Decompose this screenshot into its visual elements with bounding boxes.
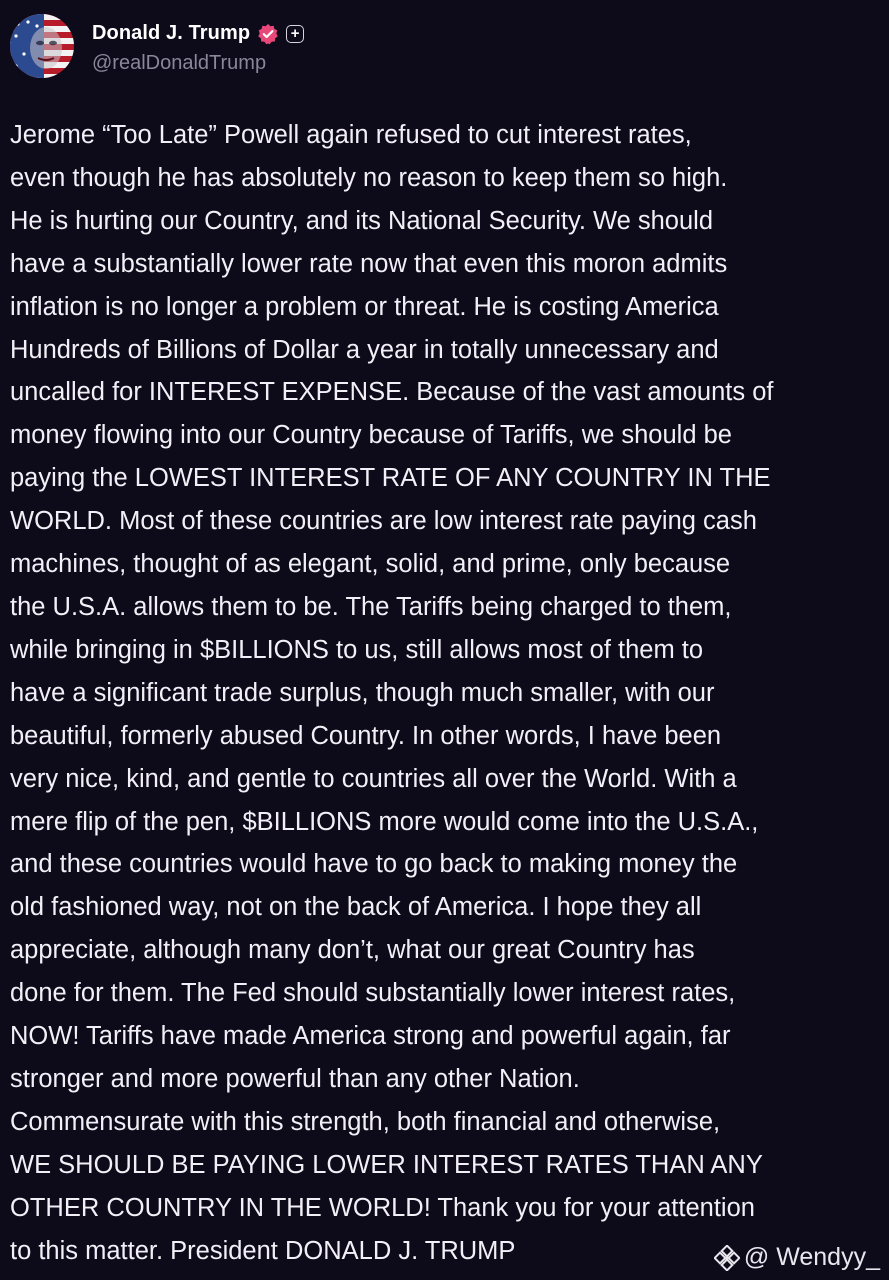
post-text-line: the U.S.A. allows them to be. The Tariffs being charged to them, — [10, 592, 732, 621]
post-header — [10, 14, 304, 78]
avatar-flag-portrait-icon — [10, 14, 74, 78]
post-text-line: very nice, kind, and gentle to countries all over the World. With a — [10, 764, 737, 793]
post-text-line: Hundreds of Billions of Dollar a year in totally unnecessary and — [10, 335, 719, 364]
author-name-row — [92, 18, 304, 50]
post-text-line: appreciate, although many don’t, what our great Country has — [10, 936, 695, 965]
post-text-line: WE SHOULD BE PAYING LOWER INTEREST RATES THAN ANY — [10, 1150, 763, 1179]
author-display-name[interactable]: Donald J. Trump — [92, 22, 251, 44]
watermark — [714, 1243, 880, 1272]
post-text-line: uncalled for INTEREST EXPENSE. Because of the vast amounts of — [10, 378, 774, 407]
post-text-line: have a substantially lower rate now that even this moron admits — [10, 249, 728, 278]
author-identity — [92, 18, 304, 75]
post-text-line: OTHER COUNTRY IN THE WORLD! Thank you for your attention — [10, 1193, 755, 1222]
post-text-line: done for them. The Fed should substantially lower interest rates, — [10, 979, 736, 1008]
post-text-line: and these countries would have to go back to making money the — [10, 850, 738, 879]
post-text-line: Jerome “Too Late” Powell again refused to cut interest rates, — [10, 121, 692, 149]
post-text — [10, 114, 880, 1272]
plus-badge: + — [286, 25, 304, 43]
post-text-line: stronger and more powerful than any other Nation. — [10, 1064, 580, 1093]
post-text-line: Commensurate with this strength, both financial and otherwise, — [10, 1107, 721, 1136]
verified-badge-icon — [257, 23, 279, 45]
post-text-line: have a significant trade surplus, though much smaller, with our — [10, 678, 715, 707]
watermark-text: @ Wendyy_ — [743, 1243, 880, 1271]
post-text-line: NOW! Tariffs have made America strong and powerful again, far — [10, 1022, 731, 1051]
post-text-line: even though he has absolutely no reason to keep them so high. — [10, 163, 728, 192]
avatar[interactable] — [10, 14, 74, 78]
post-text-line: He is hurting our Country, and its National Security. We should — [10, 206, 714, 235]
post-text-line: to this matter. President DONALD J. TRUMP — [10, 1236, 516, 1265]
post-text-line: paying the LOWEST INTEREST RATE OF ANY COUNTRY IN THE — [10, 464, 771, 493]
post-text-line: old fashioned way, not on the back of America. I hope they all — [10, 893, 702, 922]
post-text-line: WORLD. Most of these countries are low interest rate paying cash — [10, 507, 757, 536]
post-text-line: beautiful, formerly abused Country. In other words, I have been — [10, 721, 722, 750]
post-text-line: while bringing in $BILLIONS to us, still allows most of them to — [10, 635, 704, 664]
binance-logo-icon — [714, 1245, 740, 1271]
post-text-line: money flowing into our Country because of Tariffs, we should be — [10, 421, 732, 450]
author-handle[interactable]: @realDonaldTrump — [92, 51, 267, 74]
post-text-line: mere flip of the pen, $BILLIONS more would come into the U.S.A., — [10, 807, 759, 836]
post-text-line: inflation is no longer a problem or threat. He is costing America — [10, 292, 719, 321]
post-text-line: machines, thought of as elegant, solid, and prime, only because — [10, 550, 731, 579]
